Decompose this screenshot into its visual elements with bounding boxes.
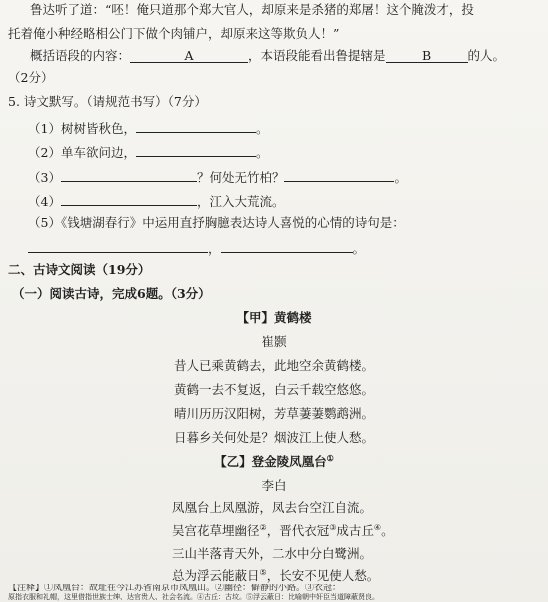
poem-b-line-2-note-3: ④ (373, 522, 382, 532)
blank-a[interactable]: A (130, 48, 248, 63)
poem-a-line-3: 晴川历历汉阳树，芳草萋萋鹦鹉洲。 (174, 406, 375, 421)
q5-item-3-mid: ？何处无竹柏？ (196, 170, 285, 185)
q5-item-5-answer (28, 238, 365, 257)
q5-item-5-end: 。 (352, 241, 366, 256)
q5-item-4-blank[interactable] (61, 191, 197, 206)
q5-item-5-mid: ， (208, 241, 221, 256)
poem-b-line-2 (172, 523, 394, 539)
q5-item-1-prefix: （1）树树皆秋色， (28, 121, 136, 136)
poem-b-line-2-b: ，晋代衣冠 (266, 523, 330, 538)
poem-b-line-2-note-1: ② (259, 522, 267, 532)
summary-question-part3: 的人。 (467, 48, 506, 63)
section-2-heading: 二、古诗文阅读（19分） (8, 262, 151, 277)
q5-item-2-prefix: （2）单车欲问边， (28, 145, 136, 160)
q5-item-2-end: 。 (255, 145, 269, 160)
summary-question-part2: ，本语段能看出鲁提辖是 (248, 48, 386, 63)
poem-b-line-2-a: 吴宫花草埋幽径 (172, 523, 260, 538)
poem-b-title-text: 【乙】登金陵凤凰台 (214, 454, 327, 469)
q5-item-3-end: 。 (394, 170, 407, 185)
poem-b-line-4-b: ，长安不见使人愁。 (266, 568, 380, 583)
summary-score: （2分） (8, 70, 54, 85)
q5-item-3-prefix: （3） (28, 170, 61, 185)
q5-item-4 (28, 191, 284, 210)
q5-item-5: （5）《钱塘湖春行》中运用直抒胸臆表达诗人喜悦的心情的诗句是： (28, 215, 405, 230)
q5-item-5-blank-2[interactable] (221, 238, 353, 253)
q5-item-1-blank[interactable] (136, 118, 256, 133)
q5-item-3-blank-2[interactable] (284, 167, 394, 182)
q5-heading: 5. 诗文默写。（请规范书写）（7分） (8, 94, 207, 109)
poem-a-title: 【甲】黄鹤楼 (236, 310, 312, 325)
q5-item-1-end: 。 (255, 121, 269, 136)
poem-b-line-2-d: 。 (381, 523, 394, 538)
notes-line-3-text: 日：比喻朝中奸臣当道障蔽贤良。 (274, 593, 379, 601)
poem-b-author: 李白 (261, 478, 287, 493)
q5-item-4-mid: ，江入大荒流。 (196, 194, 285, 209)
poem-b-title-note: ① (326, 452, 334, 463)
summary-question (30, 48, 505, 64)
q5-item-2 (28, 142, 268, 161)
section-2-subheading: （一）阅读古诗，完成6题。（3分） (12, 286, 211, 301)
q5-item-4-prefix: （4） (28, 194, 61, 209)
passage-line-2: 托着俺小种经略相公门下做个肉铺户，却原来这等欺负人！” (8, 26, 340, 41)
notes-line-2-text: 原指衣服和礼帽，这里借指世族士绅、达官贵人、社会名流。④古丘：古坟。⑤浮云蔽 (8, 593, 274, 601)
poem-a-line-1: 昔人已乘黄鹤去，此地空余黄鹤楼。 (174, 358, 375, 373)
poem-a-line-2: 黄鹤一去不复返，白云千载空悠悠。 (174, 382, 375, 397)
q5-item-3-blank-1[interactable] (61, 167, 197, 182)
q5-item-1 (28, 118, 268, 137)
poem-a-line-4: 日暮乡关何处是？烟波江上使人愁。 (174, 430, 375, 445)
q5-item-3 (28, 167, 407, 186)
poem-b-line-3: 三山半落青天外，二水中分白鹭洲。 (172, 546, 373, 561)
poem-b-line-2-note-2: ③ (329, 522, 337, 532)
q5-item-5-blank-1[interactable] (28, 238, 208, 253)
poem-b-line-4-note: ⑤ (259, 567, 267, 577)
summary-question-part1: 概括语段的内容： (30, 48, 131, 63)
poem-b-line-1: 凤凰台上凤凰游，凤去台空江自流。 (172, 500, 373, 515)
poem-a-author: 崔颢 (261, 334, 287, 349)
passage-line-1: 鲁达听了道：“呸！俺只道那个郑大官人，却原来是杀猪的郑屠！这个腌泼才，投 (30, 2, 474, 17)
q5-item-2-blank[interactable] (136, 142, 256, 157)
blank-b[interactable]: B (386, 48, 468, 63)
poem-b-line-4 (172, 568, 379, 584)
notes-line-1: 【注释】①凤凰台：故址在今江苏省南京市凤凰山。②幽径：僻静的小路。③衣冠： (8, 584, 342, 593)
poem-b-line-4-a: 总为浮云能蔽日 (172, 568, 260, 583)
poem-b-line-2-c: 成古丘 (336, 523, 374, 538)
poem-b-title (0, 454, 548, 470)
notes-line-2 (8, 593, 540, 601)
